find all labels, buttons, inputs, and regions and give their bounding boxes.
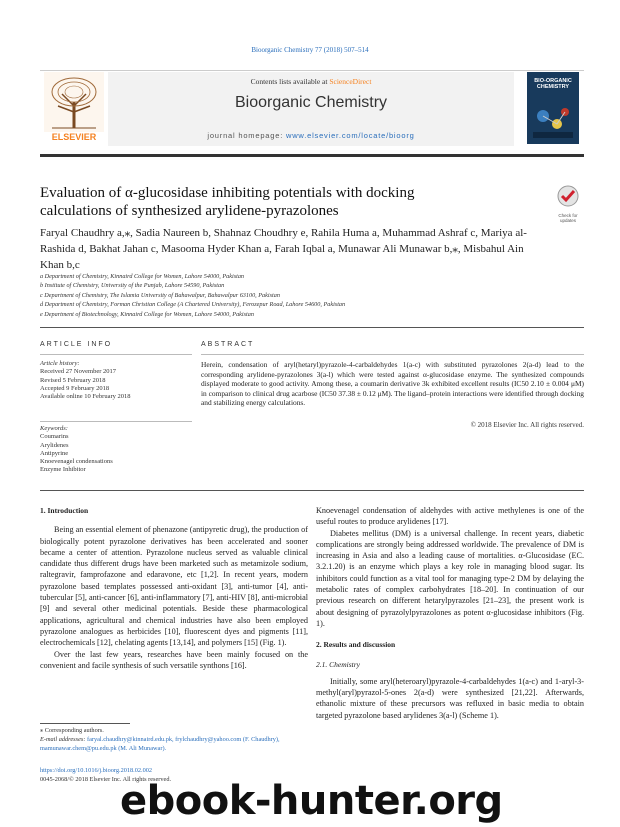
subsection-heading-chemistry: 2.1. Chemistry xyxy=(316,659,360,669)
watermark: ebook-hunter.org xyxy=(120,778,503,824)
email-note xyxy=(40,735,308,753)
history-label: Article history: xyxy=(40,360,80,367)
cover-title: BIO-ORGANIC CHEMISTRY xyxy=(534,78,572,90)
email-label: E-mail addresses: xyxy=(40,736,86,743)
contents-prefix: Contents lists available at xyxy=(250,77,330,86)
article-title: Evaluation of α-glucosidase inhibiting potentials with docking calculations of synthesized arylidene-pyrazolones xyxy=(40,185,415,219)
abstract-copyright: © 2018 Elsevier Inc. All rights reserved. xyxy=(470,421,584,429)
keyword-item: Enzyme Inhibitor xyxy=(40,466,86,474)
doi-link[interactable]: https://doi.org/10.1016/j.bioorg.2018.02.002 xyxy=(40,767,153,774)
divider xyxy=(40,490,584,491)
body-column-left xyxy=(40,505,308,671)
keywords xyxy=(40,425,192,475)
elsevier-logo[interactable] xyxy=(44,72,104,146)
affiliations xyxy=(40,272,580,319)
divider xyxy=(201,354,584,355)
divider xyxy=(40,421,192,422)
journal-reference[interactable]: Bioorganic Chemistry 77 (2018) 507–514 xyxy=(251,46,369,54)
abstract-text: Herein, condensation of aryl(hetaryl)pyrazole-4-carbaldehydes 1(a-c) with substituted pyrazolones 2(a-d) lead to the corresponding arylidene-pyrazolones 3(a-l) which were tested against α-glucosidase enzyme. The synthesized compounds displayed moderate to good activity. Among these, a coumarin derivative 3k exhibited excellent results (IC50 2.10 ± 0.004 μM) in comparison to clinical drug acarbose (IC50 37.38 ± 0.12 μM). The ligand–protein interactions were identified through docking and stabilizing energy calculations. xyxy=(201,360,584,408)
divider xyxy=(40,327,584,328)
history-received: Received 27 November 2017 xyxy=(40,368,116,376)
section-heading-introduction: 1. Introduction xyxy=(40,506,89,515)
keyword-item: Arylidenes xyxy=(40,441,69,449)
crossmark-badge[interactable] xyxy=(553,184,583,223)
affiliation-e: e Department of Biotechnology, Kinnaird College for Women, Lahore 54000, Pakistan xyxy=(40,310,254,318)
contents-line xyxy=(108,77,514,86)
article-info-heading: ARTICLE INFO xyxy=(40,341,113,348)
homepage-prefix: journal homepage: xyxy=(207,131,286,140)
sciencedirect-link[interactable]: ScienceDirect xyxy=(329,77,372,86)
article-history xyxy=(40,360,192,401)
footnotes xyxy=(40,726,308,753)
header-rule xyxy=(40,154,584,157)
issn-copyright: 0045-2068/© 2018 Elsevier Inc. All rights reserved. xyxy=(40,775,172,783)
homepage-link[interactable]: www.elsevier.com/locate/bioorg xyxy=(285,131,415,140)
affiliation-a: a Department of Chemistry, Kinnaird College for Women, Lahore 54000, Pakistan xyxy=(40,273,245,280)
author-list: Faryal Chaudhry a,⁎, Sadia Naureen b, Shahnaz Choudhry e, Rahila Huma a, Muhammad Ashraf c, Mariya al-Rashida d, Bakhat Jahan c, Masooma Hyder Khan a, Farah Iqbal a, Munawar Ali Munawar b,⁎, Misbahul Ain Khan b,c xyxy=(40,227,527,271)
body-column-right xyxy=(316,505,584,721)
elsevier-wordmark: ELSEVIER xyxy=(51,132,97,142)
affiliation-b: b Institute of Chemistry, University of the Punjab, Lahore 54590, Pakistan xyxy=(40,282,225,290)
history-online: Available online 10 February 2018 xyxy=(40,393,131,401)
keyword-item: Antipyrine xyxy=(40,449,69,457)
keyword-item: Coumarins xyxy=(40,433,69,441)
keywords-label: Keywords: xyxy=(40,425,68,432)
crossmark-label: Check for updates xyxy=(558,213,578,223)
body-paragraph: Knoevenagel condensation of aldehydes with active methylenes is one of the useful routes to produce arylidenes [17]. xyxy=(316,506,584,527)
keyword-item: Knoevenagel condensations xyxy=(40,458,113,466)
affiliation-c: c Department of Chemistry, The Islamia University of Bahawalpur, Bahawalpur 63100, Pakistan xyxy=(40,291,280,299)
history-revised: Revised 5 February 2018 xyxy=(40,376,106,384)
email-links[interactable]: faryal.chaudhry@kinnaird.edu.pk, frylchaudhry@yahoo.com (F. Chaudhry), mamunawar.chem@pu.edu.pk (M. Ali Munawar). xyxy=(40,736,280,752)
section-heading-results: 2. Results and discussion xyxy=(316,640,396,650)
divider xyxy=(40,354,192,355)
footnote-rule xyxy=(40,723,130,724)
body-paragraph: Over the last few years, researches have been mainly focused on the convenient and facile synthesis of such versatile synthons [16]. xyxy=(40,649,308,670)
crossmark-icon xyxy=(553,184,583,208)
history-accepted: Accepted 9 February 2018 xyxy=(40,384,110,392)
body-paragraph: Being an essential element of phenazone (antipyretic drug), the production of biologically potent pyrazolone derivatives has been accelerated and sooner became a center of attention. Pyrazolone nucleus served as valuable clinical candidate thus different drugs have been marketed such as metamizole sodium, raltegravir, famprofazone and edaravone, etc [1,2]. In recent years, modern pyrazolone based templates possessed anti-oxidant [3], anti-tumor [4], anti-tubercular [5], anti-cancer [6], anti-inflammatory [7], anti-HIV [8], anti-microbial [9] and several other medicinal potentials. Beside these pharmacological applications, agricultural and chemical industries have also been employed pyrazolone analogues as herbicides [10], fluorescent dyes and pigments [11], electrochemicals [12], chelating agents [13,14], and polymers [15] (Fig. 1). xyxy=(40,525,308,648)
corresponding-author-note: ⁎ Corresponding authors. xyxy=(40,727,104,734)
journal-title: Bioorganic Chemistry xyxy=(234,94,388,111)
body-paragraph: Diabetes mellitus (DM) is a universal challenge. In recent years, diabetic complications are strongly being addressed worldwide. The prevalence of DM is increasing in Asia and also a leading cause of mortalities. α-Glucosidase (EC. 3.2.1.20) is an enzyme which plays a key role in managing blood sugar. Its inhibitors could function as a vital tool for managing type-2 DM by delaying the metabolic rates of complex carbohydrates [18–20]. In continuation of our previous research on different hetarylpyrazoles [21–23], the present work is about designing of pyrazolylpyrazolones as potent α-glucosidase inhibitors (Fig. 1). xyxy=(316,528,584,628)
affiliation-d: d Department of Chemistry, Forman Christian College (A Chartered University), Ferozepur Road, Lahore 54600, Pakistan xyxy=(40,301,346,309)
body-paragraph: Initially, some aryl(heteroaryl)pyrazole-4-carbaldehydes 1(a-c) and 1-aryl-3-methyl(aryl)pyrazol-5-ones 2(a-d) were synthesized [21,22]. Afterwards, ethanolic mixture of these precursors was refluxed in basic media to obtain targeted pyrazolone based arylidenes 3(a-l) (Scheme 1). xyxy=(316,676,584,720)
abstract-heading: ABSTRACT xyxy=(201,341,255,348)
journal-homepage xyxy=(108,131,514,140)
